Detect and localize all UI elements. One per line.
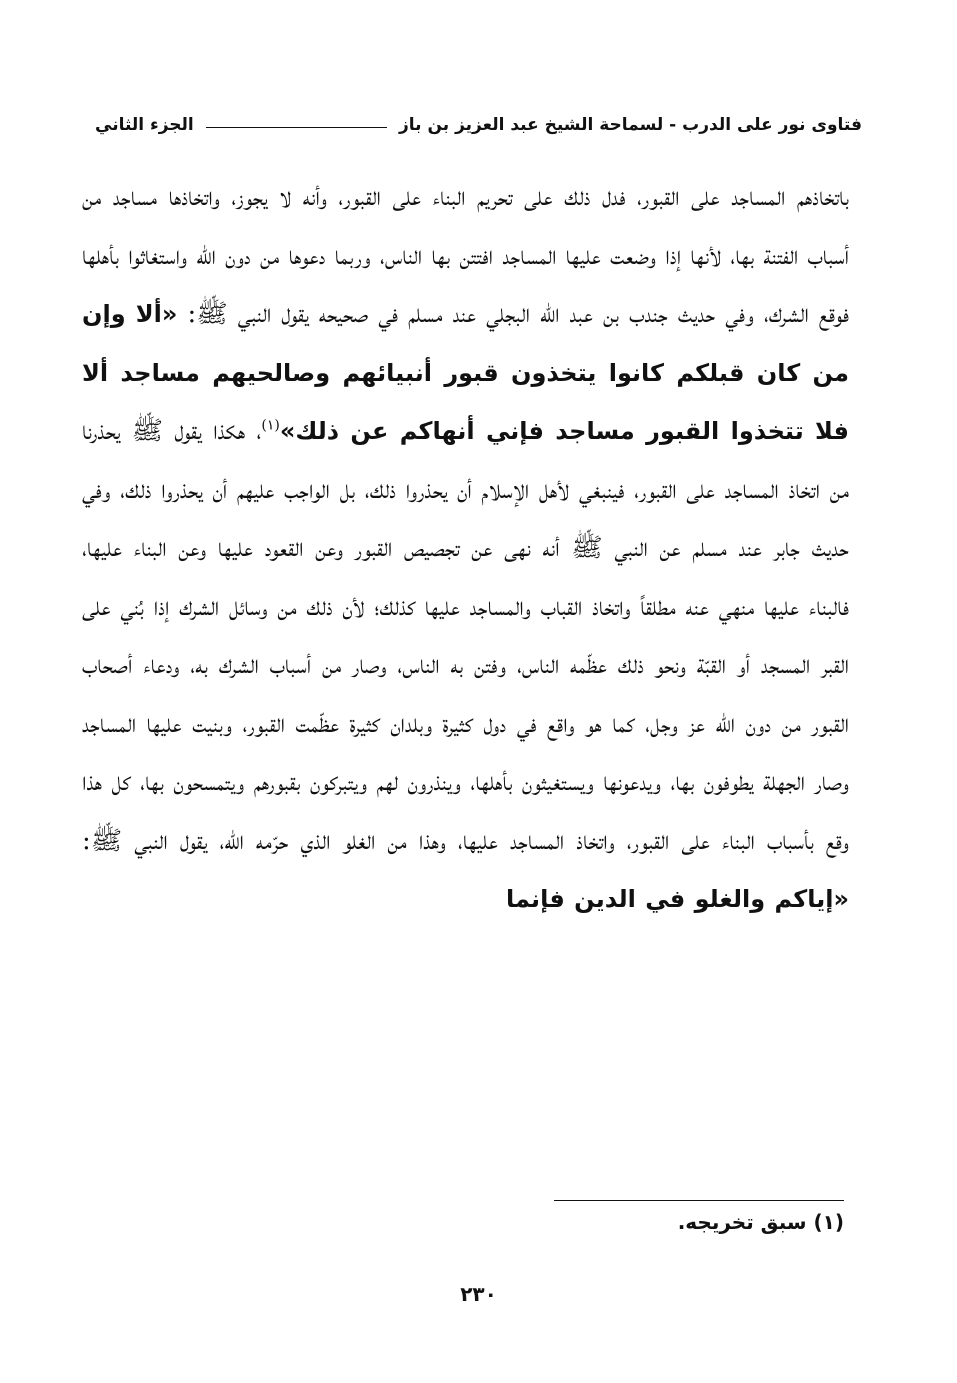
body-text <box>82 168 849 929</box>
body-paragraph-part: باتخاذهم المساجد على القبور، فدل ذلك على تحريم البناء على القبور، وأنه لا يجوز، واتخاذها مساجد من أسباب الفتنة بها، لأنها إذا وضعت عليها المساجد افتتن بها الناس، وربما دعوها من دون الله واستغاثوا بأهلها فوقع الشرك، وفي حديث جندب بن عبد الله البجلي عند مسلم في صحيحه يقول النبي ﷺ: <box>82 182 849 329</box>
running-header <box>95 108 862 142</box>
hadith-quote: «ألا وإن من كان قبلكم كانوا يتخذون قبور أنبيائهم وصالحيهم مساجد ألا فلا تتخذوا القبور مساجد فإني أنهاكم عن ذلك» <box>82 300 849 445</box>
header-rule <box>206 127 387 128</box>
footnote-reference: (١) <box>261 417 280 434</box>
body-paragraph-part: ، هكذا يقول ﷺ يحذرنا من اتخاذ المساجد على القبور، فينبغي لأهل الإسلام أن يحذروا ذلك، بل الواجب عليهم أن يحذروا ذلك، وفي حديث جابر عند مسلم عن النبي ﷺ أنه نهى عن تجصيص القبور وعن القعود عليها وعن البناء عليها، فالبناء عليها منهي عنه مطلقاً واتخاذ القباب والمساجد عليها كذلك؛ لأن ذلك من وسائل الشرك إذا بُني على القبر المسجد أو القبّة ونحو ذلك عظّمه الناس، وفتن به الناس، وصار من أسباب الشرك به، ودعاء أصحاب القبور من دون الله عز وجل، كما هو واقع في دول كثيرة وبلدان كثيرة عظّمت القبور، وبنيت عليها المساجد وصار الجهلة يطوفون بها، ويدعونها ويستغيثون بأهلها، وينذرون لهم ويتبركون بقبورهم ويتمسحون بها، كل هذا وقع بأسباب البناء على القبور، واتخاذ المساجد عليها، وهذا من الغلو الذي حرّمه الله، يقول النبي ﷺ: <box>82 416 849 856</box>
volume-label: الجزء الثاني <box>95 115 194 135</box>
footnote-rule <box>554 1200 844 1201</box>
book-title: فتاوى نور على الدرب - لسماحة الشيخ عبد العزيز بن باز <box>399 115 862 135</box>
page-number: ٢٣٠ <box>460 1282 497 1306</box>
hadith-quote: «إياكم والغلو في الدين فإنما <box>505 885 849 913</box>
footnote: (١) سبق تخريجه. <box>677 1210 844 1234</box>
